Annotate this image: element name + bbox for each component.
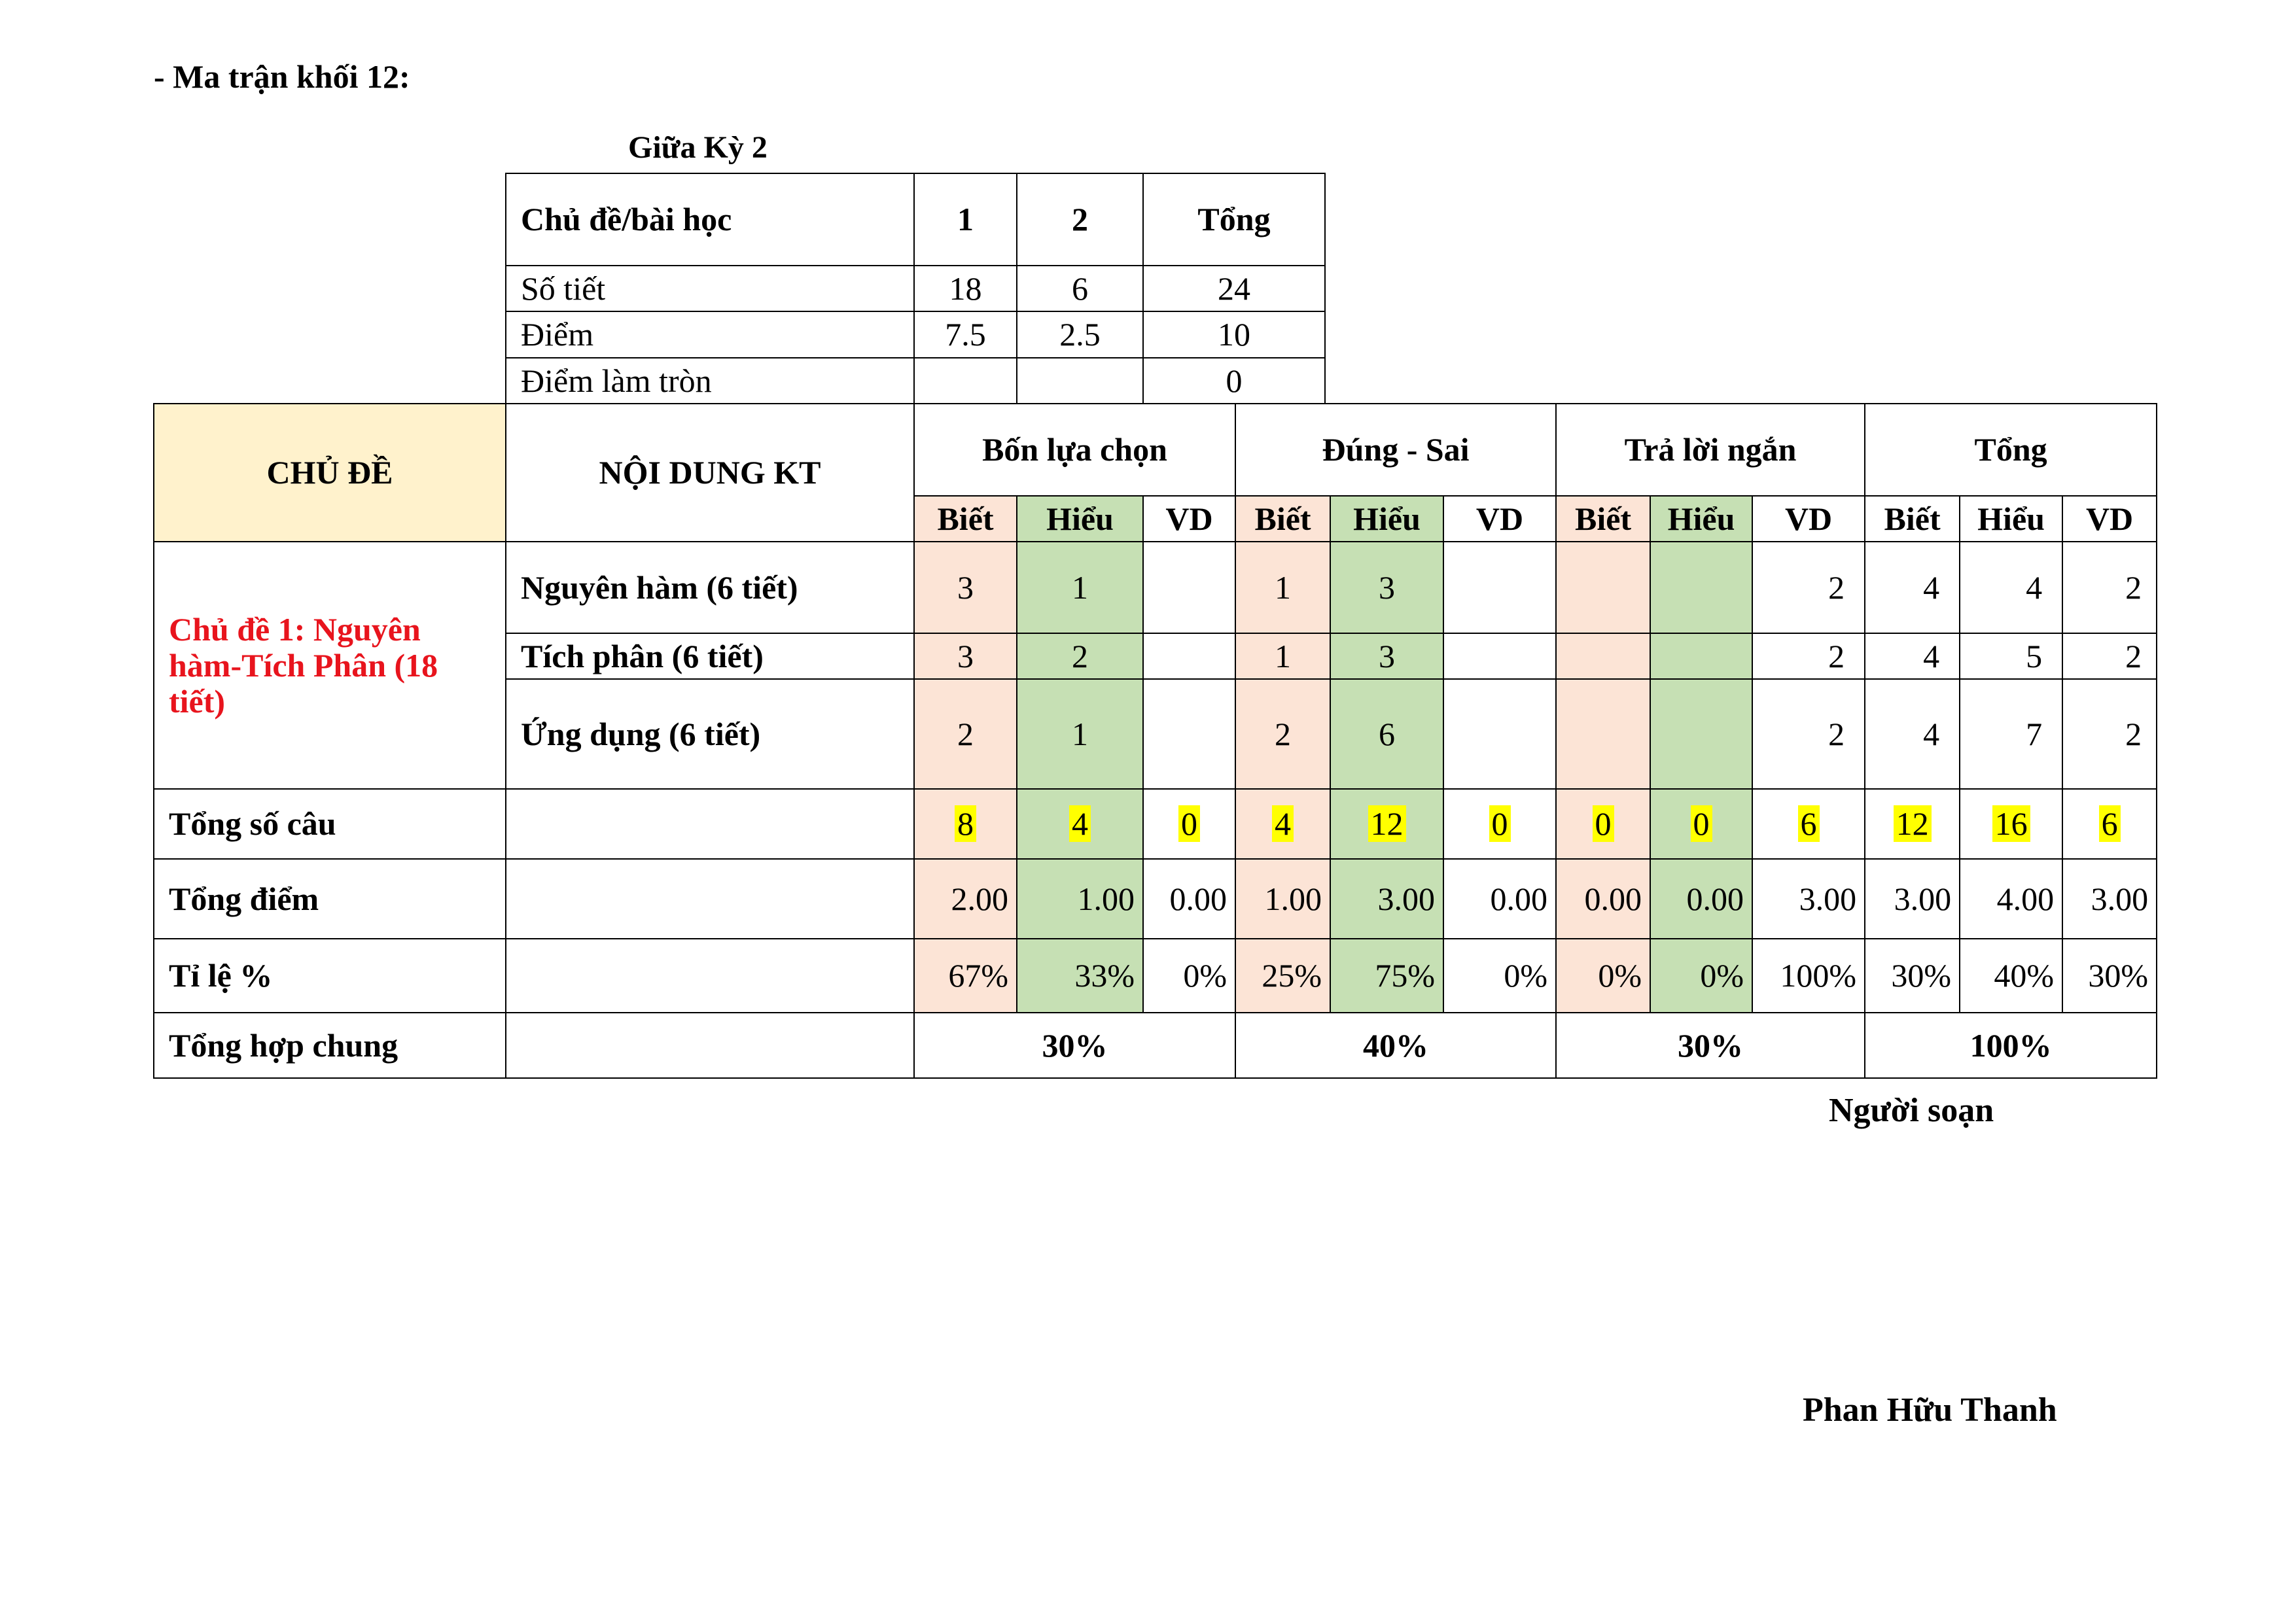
content-name: Tích phân (6 tiết) xyxy=(506,633,914,679)
matrix-table xyxy=(153,403,2157,1079)
summary-row-label: Điểm xyxy=(506,311,914,358)
summary-cell: 10 xyxy=(1143,311,1325,358)
cell: 4 xyxy=(1865,633,1960,679)
total-points-row xyxy=(154,859,2157,939)
header-group-total: Tổng xyxy=(1865,404,2157,496)
cell: 1 xyxy=(1235,633,1330,679)
empty-cell xyxy=(506,1013,914,1078)
header-topic: CHỦ ĐỀ xyxy=(154,404,506,542)
cell: 2 xyxy=(2062,542,2157,633)
cell xyxy=(1143,679,1235,789)
cell: 100% xyxy=(1752,939,1865,1013)
level-header: Hiểu xyxy=(1330,496,1443,542)
summary-cell xyxy=(1017,358,1143,404)
level-header: Hiểu xyxy=(1960,496,2062,542)
content-name: Nguyên hàm (6 tiết) xyxy=(506,542,914,633)
cell: 40% xyxy=(1960,939,2062,1013)
page-heading: - Ma trận khối 12: xyxy=(154,58,410,95)
cell: 4 xyxy=(1865,679,1960,789)
cell xyxy=(1017,789,1143,859)
cell: 2 xyxy=(2062,679,2157,789)
level-header: Biết xyxy=(1865,496,1960,542)
cell xyxy=(1443,789,1556,859)
cell xyxy=(1650,633,1752,679)
cell xyxy=(1443,633,1556,679)
cell: 2 xyxy=(914,679,1017,789)
cell xyxy=(1556,789,1650,859)
summary-cell: 7.5 xyxy=(914,311,1017,358)
cell xyxy=(1556,633,1650,679)
cell: 4.00 xyxy=(1960,859,2062,939)
level-header: Hiểu xyxy=(1650,496,1752,542)
cell xyxy=(1443,679,1556,789)
cell: 2.00 xyxy=(914,859,1017,939)
cell xyxy=(1650,789,1752,859)
summary-cell: 6 xyxy=(1017,266,1143,311)
table-row xyxy=(154,542,2157,633)
cell xyxy=(1330,789,1443,859)
ratio-row xyxy=(154,939,2157,1013)
level-header: Biết xyxy=(1235,496,1330,542)
cell: 3 xyxy=(914,633,1017,679)
cell: 3.00 xyxy=(1865,859,1960,939)
summary-table xyxy=(505,173,1326,404)
cell xyxy=(914,789,1017,859)
cell: 33% xyxy=(1017,939,1143,1013)
cell: 5 xyxy=(1960,633,2062,679)
header-group-multiple-choice: Bốn lựa chọn xyxy=(914,404,1235,496)
cell: 0% xyxy=(1650,939,1752,1013)
highlighted-value: 0 xyxy=(1178,805,1200,842)
cell: 30% xyxy=(1865,939,1960,1013)
overall-cell: 30% xyxy=(1556,1013,1865,1078)
cell: 75% xyxy=(1330,939,1443,1013)
level-header: VD xyxy=(1443,496,1556,542)
cell xyxy=(1650,679,1752,789)
row-label: Tổng số câu xyxy=(154,789,506,859)
cell: 2 xyxy=(1752,633,1865,679)
cell: 1 xyxy=(1017,542,1143,633)
cell: 0.00 xyxy=(1143,859,1235,939)
summary-row-label: Điểm làm tròn xyxy=(506,358,914,404)
empty-cell xyxy=(506,789,914,859)
cell: 1 xyxy=(1017,679,1143,789)
overall-cell: 30% xyxy=(914,1013,1235,1078)
summary-header-2: 2 xyxy=(1017,173,1143,266)
cell xyxy=(1752,789,1865,859)
highlighted-value: 0 xyxy=(1691,805,1712,842)
summary-cell xyxy=(914,358,1017,404)
row-label: Tổng điểm xyxy=(154,859,506,939)
highlighted-value: 12 xyxy=(1368,805,1406,842)
row-label: Tỉ lệ % xyxy=(154,939,506,1013)
cell: 2 xyxy=(1752,679,1865,789)
cell: 0.00 xyxy=(1650,859,1752,939)
highlighted-value: 12 xyxy=(1894,805,1932,842)
cell xyxy=(1556,542,1650,633)
highlighted-value: 0 xyxy=(1489,805,1511,842)
level-header: VD xyxy=(1143,496,1235,542)
highlighted-value: 8 xyxy=(955,805,976,842)
cell xyxy=(1143,789,1235,859)
level-header: VD xyxy=(1752,496,1865,542)
empty-cell xyxy=(506,939,914,1013)
content-name: Ứng dụng (6 tiết) xyxy=(506,679,914,789)
highlighted-value: 16 xyxy=(1992,805,2030,842)
row-label: Tổng hợp chung xyxy=(154,1013,506,1078)
cell: 2 xyxy=(2062,633,2157,679)
highlighted-value: 0 xyxy=(1593,805,1614,842)
cell: 3 xyxy=(914,542,1017,633)
header-group-true-false: Đúng - Sai xyxy=(1235,404,1556,496)
cell xyxy=(2062,789,2157,859)
cell: 3.00 xyxy=(1330,859,1443,939)
cell: 4 xyxy=(1960,542,2062,633)
highlighted-value: 6 xyxy=(2099,805,2121,842)
cell: 1.00 xyxy=(1235,859,1330,939)
cell: 0% xyxy=(1443,939,1556,1013)
cell: 4 xyxy=(1865,542,1960,633)
cell xyxy=(1443,542,1556,633)
cell: 0.00 xyxy=(1443,859,1556,939)
summary-cell: 18 xyxy=(914,266,1017,311)
signature-name: Phan Hữu Thanh xyxy=(1803,1391,2057,1429)
header-group-short-answer: Trả lời ngắn xyxy=(1556,404,1865,496)
cell: 3 xyxy=(1330,542,1443,633)
cell: 30% xyxy=(2062,939,2157,1013)
topic-label: Chủ đề 1: Nguyên hàm-Tích Phân (18 tiết) xyxy=(154,542,506,789)
cell xyxy=(1235,789,1330,859)
cell: 0% xyxy=(1143,939,1235,1013)
empty-cell xyxy=(506,859,914,939)
total-questions-row xyxy=(154,789,2157,859)
overall-row xyxy=(154,1013,2157,1078)
cell xyxy=(1143,542,1235,633)
level-header: VD xyxy=(2062,496,2157,542)
cell xyxy=(1556,679,1650,789)
summary-header-topic: Chủ đề/bài học xyxy=(506,173,914,266)
overall-cell: 100% xyxy=(1865,1013,2157,1078)
level-header: Hiểu xyxy=(1017,496,1143,542)
cell: 1 xyxy=(1235,542,1330,633)
cell: 0% xyxy=(1556,939,1650,1013)
cell: 25% xyxy=(1235,939,1330,1013)
overall-cell: 40% xyxy=(1235,1013,1556,1078)
level-header: Biết xyxy=(1556,496,1650,542)
cell: 7 xyxy=(1960,679,2062,789)
cell xyxy=(1865,789,1960,859)
cell: 3.00 xyxy=(1752,859,1865,939)
cell: 67% xyxy=(914,939,1017,1013)
cell: 0.00 xyxy=(1556,859,1650,939)
summary-header-total: Tổng xyxy=(1143,173,1325,266)
highlighted-value: 4 xyxy=(1272,805,1294,842)
summary-cell: 24 xyxy=(1143,266,1325,311)
cell: 2 xyxy=(1017,633,1143,679)
cell: 1.00 xyxy=(1017,859,1143,939)
exam-title: Giữa Kỳ 2 xyxy=(628,130,768,165)
summary-row-label: Số tiết xyxy=(506,266,914,311)
highlighted-value: 6 xyxy=(1798,805,1820,842)
cell: 6 xyxy=(1330,679,1443,789)
signature-role: Người soạn xyxy=(1829,1092,1994,1129)
level-header: Biết xyxy=(914,496,1017,542)
highlighted-value: 4 xyxy=(1069,805,1091,842)
cell xyxy=(1143,633,1235,679)
summary-cell: 2.5 xyxy=(1017,311,1143,358)
summary-header-1: 1 xyxy=(914,173,1017,266)
cell: 2 xyxy=(1235,679,1330,789)
cell xyxy=(1960,789,2062,859)
header-content: NỘI DUNG KT xyxy=(506,404,914,542)
summary-cell: 0 xyxy=(1143,358,1325,404)
cell: 3.00 xyxy=(2062,859,2157,939)
cell: 3 xyxy=(1330,633,1443,679)
cell xyxy=(1650,542,1752,633)
cell: 2 xyxy=(1752,542,1865,633)
